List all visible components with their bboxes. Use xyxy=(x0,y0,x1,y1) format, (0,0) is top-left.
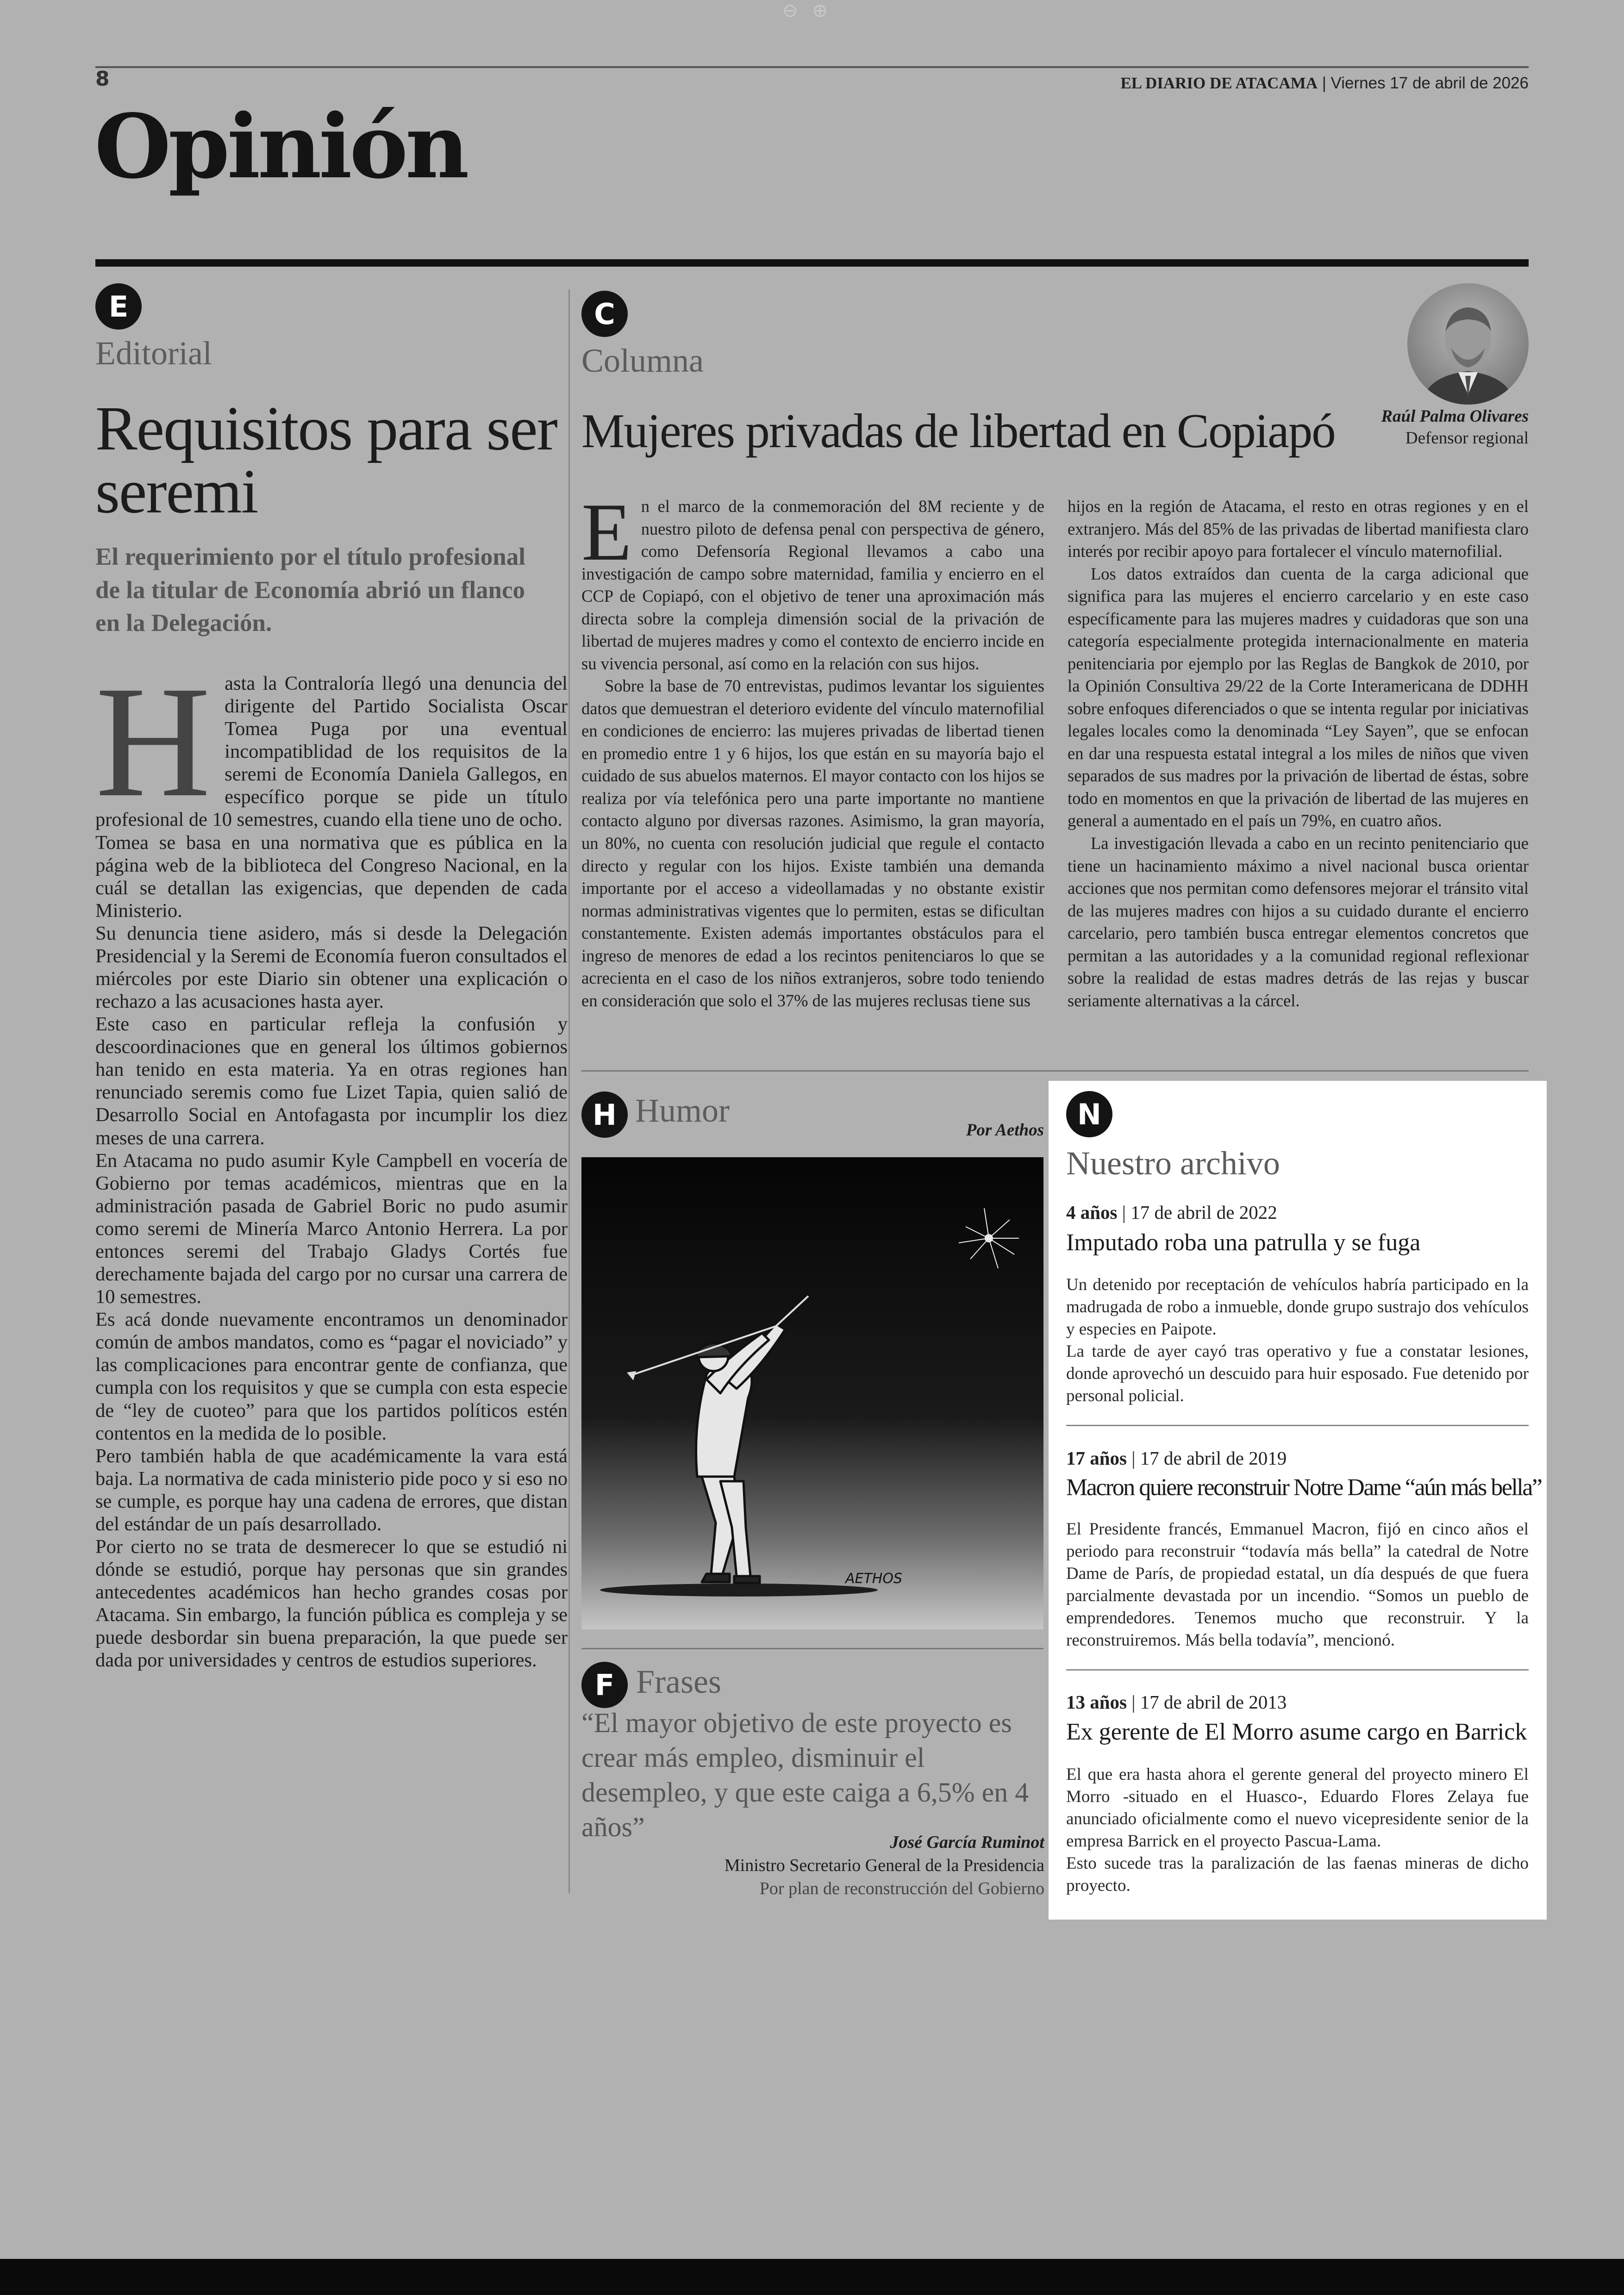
humor-cartoon xyxy=(581,1157,1043,1629)
column-paragraph: hijos en la región de Atacama, el resto en otras regiones y en el extranjero. Más del 85% de las privadas de libertad manifiesta claro interés por recibir apoyo para fortalecer el vínculo maternofilial. xyxy=(1068,497,1529,561)
editorial-paragraph: Pero también habla de que académicamente la vara está baja. La normativa de cada ministerio pide poco y si eso no se cumple, es porque hay una cadena de errores, que distan del estándar de un país desarrollado. xyxy=(95,1445,568,1535)
archive-item-body: El Presidente francés, Emmanuel Macron, fijó en cinco años el periodo para reconstruir “todavía más bella” la catedral de Notre Dame de París, de propiedad estatal, un día después de que fuera parcialmente devastada por un incendio. “Somos un pueblo de emprendedores. Tenemos mucho que reconstruir. Y la reconstruiremos. Más bella todavía”, mencionó. xyxy=(1066,1520,1529,1650)
page-number: 8 xyxy=(95,67,110,91)
editorial-lead: El requerimiento por el título profesional de la titular de Economía abrió un flanco en la Delegación. xyxy=(95,543,525,637)
column-bottom-rule xyxy=(581,1070,1529,1072)
column-paragraph: Los datos extraídos dan cuenta de la carga adicional que significa para las mujeres el encierro carcelario y en este caso específicamente para las mujeres madres y cuidadoras que son una categoría especialmente protegida internacionalmente en materia penitenciaria por ejemplo por las Reglas de Bangkok de 2010, por la Opinión Consultiva 29/22 de la Corte Interamericana de DDHH sobre enfoques diferenciados o que se intenta regular por iniciativas legales locales como la denominada “Ley Sayen”, que se enfocan en dar una respuesta estatal integral a los miles de niños que viven separados de sus madres por la privación de libertad de éstas, sobre todo en momentos en que la privación de libertad de las mujeres en general a aumentado en el país un 79%, en cuatro años. xyxy=(1068,564,1529,830)
humor-byline: Por Aethos xyxy=(966,1121,1044,1140)
section-title: Opinión xyxy=(94,95,467,198)
editorial-paragraph: asta la Contraloría llegó una denuncia del dirigente del Partido Socialista Oscar Tomea Puga por una eventual incompatiblidad de los requisitos de la seremi de Economía Daniela Gallegos, en específico porque se pide un título profesional de 10 semestres, cuando ella tiene uno de ocho. xyxy=(95,673,568,831)
editorial-paragraph: Es acá donde nuevamente encontramos un denominador común de ambos mandatos, como es “pagar el noviciado” y las complicaciones para encontrar gente de confianza, que cumpla con los requisitos y que se cumpla con esta especie de “ley de cuoteo” para que los partidos políticos estén contentos en la medida de lo posible. xyxy=(95,1309,568,1444)
column-paragraph: Sobre la base de 70 entrevistas, pudimos levantar los siguientes datos que demuestran el deterioro evidente del vínculo maternofilial en condiciones de encierro: las mujeres privadas de libertad tienen en promedio entre 1 y 6 hijos, los que están en su mayoría bajo el cuidado de sus abuelos maternos. El mayor contacto con los hijos se realiza por vía telefónica pero una parte importante no mantiene contacto alguno por diversas razones. Asimismo, la gran mayoría, un 80%, no cuenta con resolución judicial que regule el contacto directo y regular con los hijos. Existe también una demanda importante por el acceso a videollamadas y no obstante existir normas administrativas vigentes que lo permiten, estas se dificultan constantemente. Existen además importantes obstáculos para el ingreso de menores de edad a los recintos penitenciaros lo que se acrecienta en el caso de los niños extranjeros, sobre todo teniendo en consideración que solo el 37% de las mujeres reclusas tiene sus xyxy=(581,676,1044,1010)
editorial-title: Requisitos para ser seremi xyxy=(95,394,557,526)
viewer-bottom-bar xyxy=(0,2259,1624,2295)
section-rule xyxy=(95,259,1529,267)
column-body-right xyxy=(1068,495,1529,1012)
column-kicker: Columna xyxy=(581,342,704,379)
archive-item-body: El que era hasta ahora el gerente general del proyecto minero El Morro -situado en el Huasco-, Eduardo Flores Zelaya fue anunciado oficialmente como el nuevo vicepresidente senior de la empresa Barrick en el proyecto Pascua-Lama. Esto sucede tras la paralización de las faenas mineras de dicho proyecto. xyxy=(1066,1765,1529,1896)
frases-kicker: Frases xyxy=(636,1663,721,1700)
archive-item-date: 4 años | 17 de abril de 2022 xyxy=(1066,1202,1277,1223)
archive-item-body: Un detenido por receptación de vehículos habría participado en la madrugada de robo a inmueble, donde grupo sustrajo dos vehículos y especies en Paipote. La tarde de ayer cayó tras operativo y fue a constatar lesiones, donde aprovechó un descuido para huir esposado. Fue detenido por personal policial. xyxy=(1066,1275,1529,1406)
column-body-left xyxy=(581,486,1044,1012)
column-paragraph: La investigación llevada a cabo en un recinto penitenciario que tiene un hacinamiento máximo a nivel nacional busca orientar acciones que nos permitan como defensores mejorar el tránsito vital de las mujeres madres con hijos a su cuidado durante el encierro carcelario, pero también busca entregar elementos concretos que permitan a las autoridades y a la comunidad regional reflexionar sobre la realidad de estas madres detrás de las rejas y buscar seriamente alternativas a la cárcel. xyxy=(1068,833,1529,1010)
archive-kicker: Nuestro archivo xyxy=(1066,1145,1280,1182)
cartoon-signature: AETHOS xyxy=(845,1571,903,1587)
frases-role: Ministro Secretario General de la Presidencia xyxy=(724,1856,1044,1875)
frases-quote: “El mayor objetivo de este proyecto es crear más empleo, disminuir el desempleo, y que este caiga a 6,5% en 4 años” xyxy=(581,1708,1029,1842)
editorial-paragraph: Su denuncia tiene asidero, más si desde la Delegación Presidencial y la Seremi de Economía fueron consultados el miércoles por este Diario sin obtener una explicación o rechazo a las acusaciones hasta ayer. xyxy=(95,922,568,1013)
archive-separator xyxy=(1066,1425,1529,1426)
masthead xyxy=(1120,74,1529,93)
editorial-kicker: Editorial xyxy=(95,335,212,372)
humor-badge: H xyxy=(581,1091,628,1138)
archive-item-headline: Imputado roba una patrulla y se fuga xyxy=(1066,1229,1421,1256)
author-photo xyxy=(1407,283,1529,405)
humor-kicker: Humor xyxy=(635,1092,730,1129)
column-badge: C xyxy=(581,291,628,337)
zoom-in-icon[interactable]: ⊕ xyxy=(812,0,828,21)
column-paragraph: n el marco de la conmemoración del 8M reciente y de nuestro piloto de defensa penal con perspectiva de género, como Defensoría Regional llevamos a cabo una investigación de campo sobre maternidad, familia y encierro en el CCP de Copiapó, con el objetivo de tener una aproximación más directa sobre la compleja dimensión social de la privación de libertad de mujeres madres y como el contexto de encierro incide en su vivencia personal, así como en la relación con sus hijos. xyxy=(581,497,1044,673)
column-divider-left xyxy=(568,289,570,1893)
humor-bottom-rule xyxy=(581,1648,1043,1649)
author-name: Raúl Palma Olivares xyxy=(1381,407,1529,426)
column-title: Mujeres privadas de libertad en Copiapó xyxy=(581,404,1335,458)
zoom-out-icon[interactable]: ⊖ xyxy=(782,0,798,21)
editorial-paragraph: Por cierto no se trata de desmerecer lo que se estudió ni dónde se estudió, porque hay personas que sin grandes antecedentes académicos han hecho grandes cosas por Atacama. Sin embargo, la función pública es compleja y se puede desbordar sin buena preparación, la que puede ser dada por universidades y centros de estudios superiores. xyxy=(95,1535,568,1671)
editorial-badge: E xyxy=(95,283,142,330)
editorial-paragraph: En Atacama no pudo asumir Kyle Campbell en vocería de Gobierno por temas académicos, mientras que en la administración pasada de Gabriel Boric no pudo asumir como seremi de Minería Marco Antonio Herrera. La por entonces seremi del Trabajo Gladys Cortés fue derechamente bajada del cargo por no cursar una carrera de 10 semestres. xyxy=(95,1149,568,1308)
archive-item-date: 13 años | 17 de abril de 2013 xyxy=(1066,1691,1287,1713)
column-dropcap: E xyxy=(581,486,632,578)
author-role: Defensor regional xyxy=(1405,429,1529,448)
archive-item-headline: Ex gerente de El Morro asume cargo en Barrick xyxy=(1066,1719,1527,1745)
archive-item-date: 17 años | 17 de abril de 2019 xyxy=(1066,1447,1287,1469)
editorial-dropcap: H xyxy=(95,653,211,830)
editorial-paragraph: Tomea se basa en una normativa que es pública en la página web de la biblioteca del Congreso Nacional, en la cuál se detallan las exigencias, que dependen de cada Ministerio. xyxy=(95,831,568,922)
archive-separator xyxy=(1066,1669,1529,1671)
archive-badge: N xyxy=(1066,1091,1112,1137)
top-rule xyxy=(95,66,1529,68)
frases-badge: F xyxy=(581,1662,628,1708)
editorial-paragraph: Este caso en particular refleja la confusión y descoordinaciones que en general los últimos gobiernos han tenido en esta materia. Ya en otras regiones han renunciado seremis como fue Lizet Tapia, quien salió de Desarrollo Social en Antofagasta por incumplir los diez meses de una carrera. xyxy=(95,1013,568,1149)
issue-date: | Viernes 17 de abril de 2026 xyxy=(1318,74,1529,92)
newspaper-name: EL DIARIO DE ATACAMA xyxy=(1120,74,1318,92)
frases-author: José García Ruminot xyxy=(890,1833,1044,1852)
editorial-body xyxy=(95,653,568,1671)
viewer-toolbar xyxy=(782,0,828,21)
frases-context: Por plan de reconstrucción del Gobierno xyxy=(759,1879,1044,1898)
archive-item-headline: Macron quiere reconstruir Notre Dame “aún más bella” xyxy=(1066,1474,1542,1501)
